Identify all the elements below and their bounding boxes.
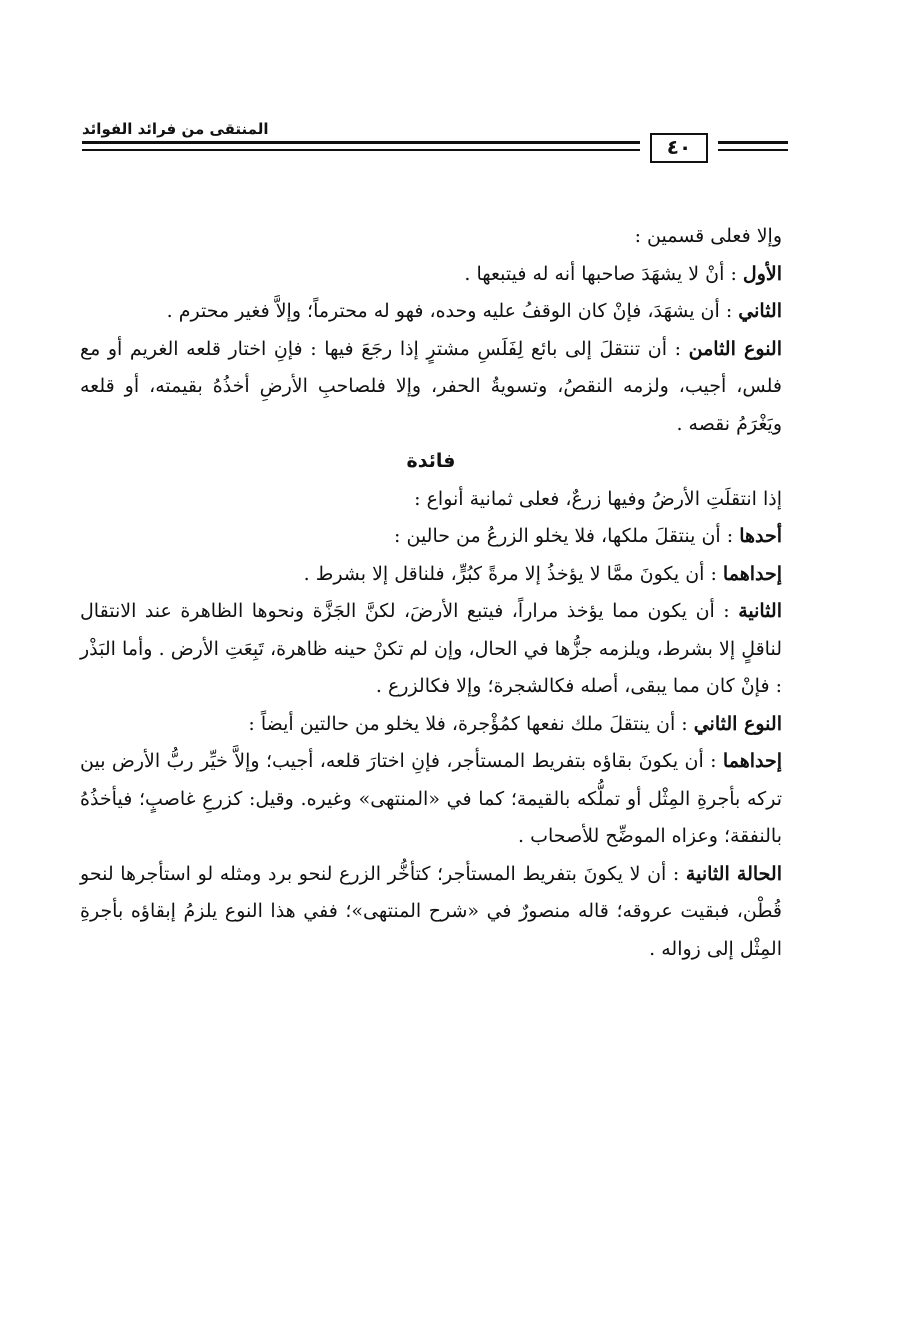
paragraph — [80, 518, 782, 556]
paragraph — [80, 556, 782, 594]
paragraph-text: : أن ينتقلَ ملكها، فلا يخلو الزرعُ من حالين : — [394, 525, 740, 547]
paragraph-lead: النوع الثاني — [693, 712, 782, 735]
paragraph-lead: إحداهما — [722, 562, 782, 585]
page-body — [80, 218, 782, 968]
header-rule-right — [718, 141, 788, 144]
paragraph — [80, 293, 782, 331]
paragraph — [80, 743, 782, 856]
paragraph-lead: الحالة الثانية — [685, 862, 782, 885]
page-number: ٤٠ — [650, 133, 708, 163]
paragraph-text: : أن تنتقلَ إلى بائع لِفَلَسِ مشترٍ إذا رجَعَ فيها : فإنِ اختار قلعه الغريم أو مع فلس، أجيب، ولزمه النقصُ، وتسويةُ الحفر، وإلا فلصاحبِ الأرضِ أخذُهُ بقيمته، أو قلعه ويَغْرَمُ نقصه . — [80, 337, 782, 435]
paragraph — [80, 481, 782, 519]
paragraph-text: : أن يشهَدَ، فإنْ كان الوقفُ عليه وحده، فهو له محترماً؛ وإلاَّ فغير محترم . — [166, 300, 739, 322]
header-rule-left-thin — [82, 149, 640, 151]
paragraph-lead: الأول — [742, 262, 782, 285]
paragraph-text: : أنْ لا يشهَدَ صاحبها أنه له فيتبعها . — [464, 262, 743, 285]
paragraph-text: وإلا فعلى قسمين : — [634, 225, 782, 247]
header-rule-right-thin — [718, 149, 788, 151]
paragraph-text: إذا انتقلَتِ الأرضُ وفيها زرعٌ، فعلى ثمانية أنواع : — [414, 487, 782, 510]
paragraph — [80, 593, 782, 706]
paragraph-text: : أن يكون مما يؤخذ مراراً، فيتبع الأرضَ، لكنَّ الجَزَّة ونحوها الظاهرة عند الانتقال لناقلٍ إلا بشرط، ويلزمه جزُّها في الحال، وإن لم تكنْ حينه ظاهرة، تَبِعَتِ الأرض . وأما البَذْر : فإنْ كان مما يبقى، أصله فكالشجرة؛ وإلا فكالزرع . — [80, 600, 782, 697]
paragraph-lead: الثاني — [738, 300, 782, 322]
paragraph-text: : أن لا يكونَ بتفريط المستأجر؛ كتأخُّر الزرع لنحو برد ومثله لو استأجرها لنحو قُطْن، فبقيت عروقه؛ قاله منصورٌ في «شرح المنتهى»؛ ففي هذا النوع يلزمُ إبقاؤه بأجرةِ المِثْل إلى زواله . — [80, 862, 782, 960]
page-header — [82, 118, 788, 168]
paragraph — [80, 331, 782, 444]
paragraph-lead: الثانية — [738, 600, 782, 622]
header-rule-left — [82, 141, 640, 144]
section-heading: فائدة — [406, 450, 456, 472]
running-title: المنتقى من فرائد الفوائد — [82, 120, 269, 138]
paragraph-text: : أن يكونَ ممَّا لا يؤخذُ إلا مرةً كبُرٍّ، فلناقل إلا بشرط . — [303, 562, 723, 585]
paragraph — [80, 256, 782, 294]
paragraph-lead: أحدها — [739, 525, 782, 547]
paragraph-lead: إحداهما — [722, 750, 782, 772]
paragraph — [80, 706, 782, 744]
paragraph-text: : أن ينتقلَ ملك نفعها كمُؤْجرة، فلا يخلو من حالتين أيضاً : — [248, 712, 694, 735]
paragraph-text: : أن يكونَ بقاؤه بتفريط المستأجر، فإنِ اختارَ قلعه، أجيب؛ وإلاَّ خيِّر ربُّ الأرض بين تركه بأجرةِ المِثْل أو تملُّكه بالقيمة؛ كما في «المنتهى» وغيره. وقيل: كزرعِ غاصبٍ؛ فيأخذُهُ بالنفقة؛ وعزاه الموضِّح للأصحاب . — [80, 750, 782, 847]
paragraph — [80, 218, 782, 256]
paragraph-lead: النوع الثامن — [688, 337, 782, 360]
paragraph — [80, 856, 782, 969]
